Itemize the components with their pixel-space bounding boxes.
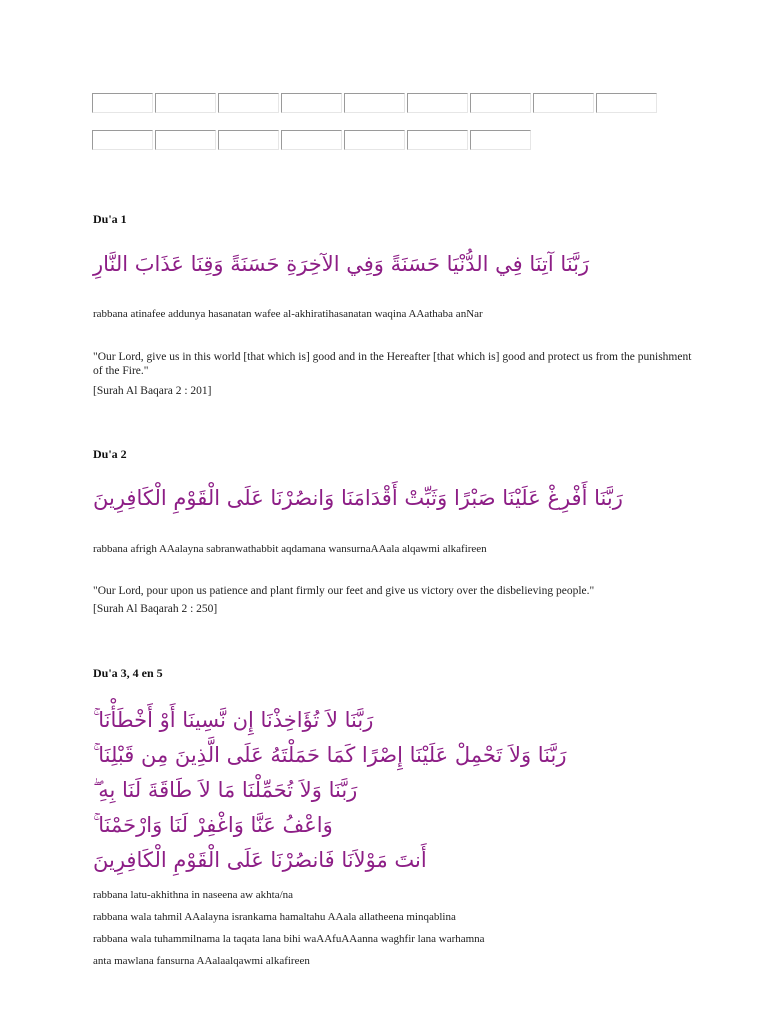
table-cell: [218, 130, 279, 150]
dua-3-heading: Du'a 3, 4 en 5: [93, 666, 163, 680]
dua-3-arabic-line: رَبَّنَا وَلاَ تَحْمِلْ عَلَيْنَا إِصْرًا كَمَا حَمَلْتَهُ عَلَى الَّذِينَ مِن قَبْلِنَا ۚ: [93, 743, 567, 767]
dua-3-transliteration-line: rabbana wala tahmil AAalayna isrankama hamaltahu AAala allatheena minqablina: [93, 911, 456, 923]
dua-1-transliteration: rabbana atinafee addunya hasanatan wafee al-akhiratihasanatan waqina AAathaba anNar: [93, 308, 483, 320]
table-row-2: [92, 130, 531, 150]
dua-1-arabic: رَبَّنَا آتِنَا فِي الدُّنْيَا حَسَنَةً وَفِي الآخِرَةِ حَسَنَةً وَقِنَا عَذَابَ النَّارِ: [93, 252, 590, 276]
dua-2-arabic: رَبَّنَا أَفْرِغْ عَلَيْنَا صَبْرًا وَثَبِّتْ أَقْدَامَنَا وَانصُرْنَا عَلَى الْقَوْمِ الْكَافِرِينَ: [93, 486, 623, 510]
dua-3-arabic-line: رَبَّنَا وَلاَ تُحَمِّلْنَا مَا لاَ طَاقَةَ لَنَا بِهِ ۖ: [93, 778, 358, 802]
dua-1-translation: "Our Lord, give us in this world [that which is] good and in the Hereafter [that which is] good and protect us from the punishment of the Fire.": [93, 351, 692, 377]
table-cell: [344, 93, 405, 113]
table-cell: [281, 130, 342, 150]
dua-3-arabic-block: [93, 703, 693, 878]
table-row-1: [92, 93, 657, 113]
dua-3-transliteration-line: anta mawlana fansurna AAalaalqawmi alkafireen: [93, 955, 310, 967]
dua-3-arabic-line: أَنتَ مَوْلاَنَا فَانصُرْنَا عَلَى الْقَوْمِ الْكَافِرِينَ: [93, 848, 427, 872]
dua-2-translation: "Our Lord, pour upon us patience and plant firmly our feet and give us victory over the disbelieving people.": [93, 585, 595, 597]
table-cell: [596, 93, 657, 113]
dua-2-reference: [Surah Al Baqarah 2 : 250]: [93, 603, 218, 615]
table-cell: [155, 130, 216, 150]
dua-3-transliteration-line: rabbana latu-akhithna in naseena aw akhta/na: [93, 889, 294, 901]
dua-3-arabic-line: رَبَّنَا لاَ تُؤَاخِذْنَا إِن نَّسِينَا أَوْ أَخْطَأْنَا ۚ: [93, 708, 374, 732]
table-cell: [470, 130, 531, 150]
table-cell: [407, 130, 468, 150]
table-cell: [344, 130, 405, 150]
dua-1-reference: [Surah Al Baqara 2 : 201]: [93, 385, 212, 397]
table-cell: [470, 93, 531, 113]
table-cell: [92, 130, 153, 150]
dua-2-transliteration: rabbana afrigh AAalayna sabranwathabbit aqdamana wansurnaAAala alqawmi alkafireen: [93, 543, 487, 555]
dua-1-heading: Du'a 1: [93, 212, 127, 226]
table-cell: [281, 93, 342, 113]
table-cell: [407, 93, 468, 113]
table-cell: [218, 93, 279, 113]
dua-3-transliteration-block: [93, 884, 693, 972]
table-cell: [533, 93, 594, 113]
dua-3-arabic-line: وَاعْفُ عَنَّا وَاغْفِرْ لَنَا وَارْحَمْنَا ۚ: [93, 813, 333, 837]
table-cell: [155, 93, 216, 113]
table-cell: [92, 93, 153, 113]
dua-3-transliteration-line: rabbana wala tuhammilnama la taqata lana bihi waAAfuAAanna waghfir lana warhamna: [93, 933, 485, 945]
dua-2-heading: Du'a 2: [93, 447, 127, 461]
